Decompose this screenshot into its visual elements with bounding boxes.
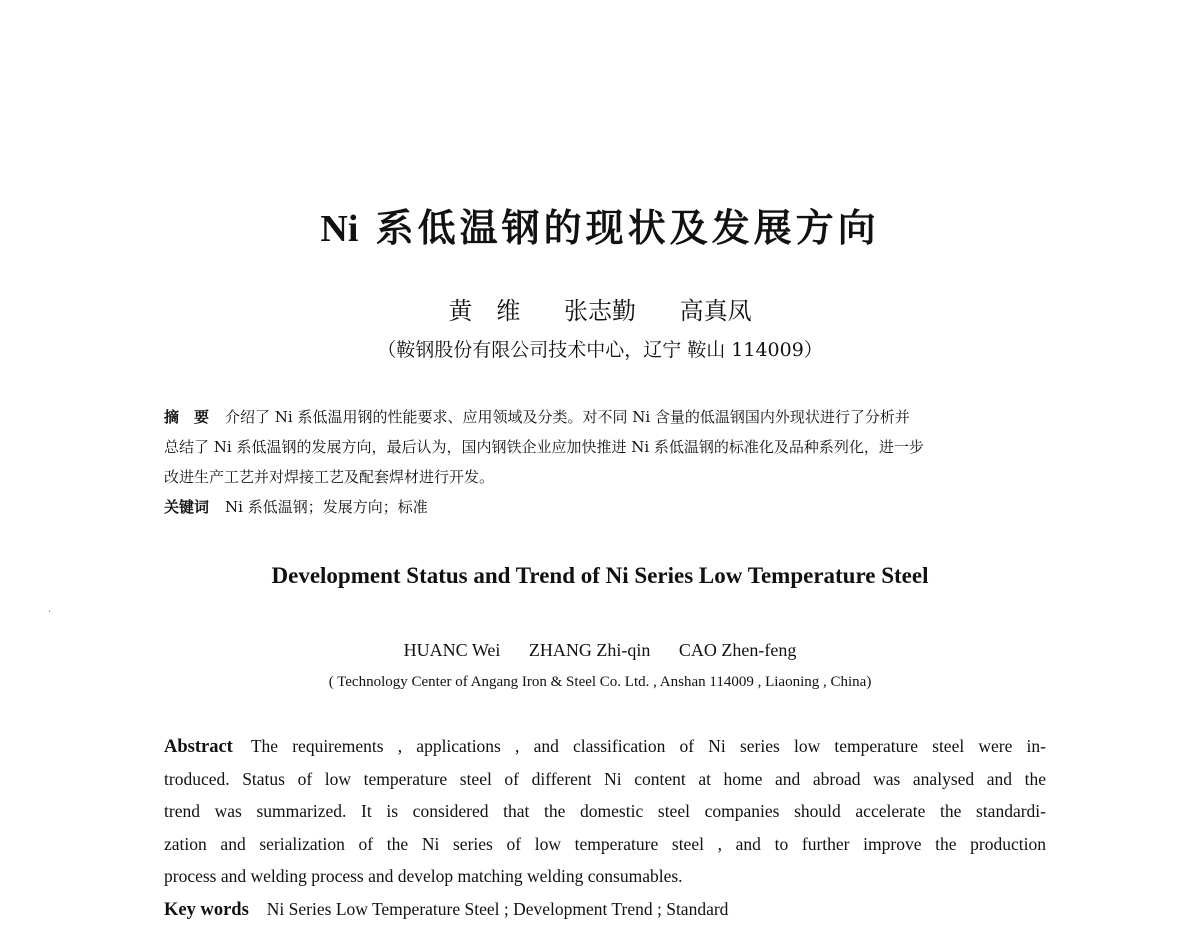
title-chinese [0, 200, 1200, 257]
authors-english [0, 636, 1200, 664]
abstract-english [164, 730, 1046, 926]
affiliation-chinese: （鞍钢股份有限公司技术中心，辽宁 鞍山 114009） [377, 339, 823, 361]
title-chinese-ni: Ni [320, 208, 359, 250]
abstract-chinese [164, 402, 1052, 522]
author-cn-1: 黄 维 [448, 297, 521, 325]
keywords-en-label: Key words [164, 899, 249, 920]
affiliation-english: ( Technology Center of Angang Iron & Steel Co. Ltd. , Anshan 114009 , Liaoning , China) [328, 674, 872, 690]
abstract-cn-label: 摘 要 [164, 408, 210, 426]
abstract-cn-line-3: 改进生产工艺并对焊接工艺及配套焊材进行开发。 [164, 468, 495, 486]
abstract-en-line-4: zation and serialization of the Ni series of low temperature steel , and to further improve the production [164, 833, 1046, 854]
abstract-en-text-1: The requirements , applications , and classification of Ni series low temperature steel were in- [250, 736, 1046, 756]
authors-chinese [0, 295, 1200, 327]
abstract-cn-text-1: 介绍了 Ni 系低温用钢的性能要求、应用领域及分类。对不同 Ni 含量的低温钢国内外现状进行了分析并 [225, 408, 910, 426]
keywords-cn-text: Ni 系低温钢；发展方向；标准 [225, 498, 428, 516]
title-english: Development Status and Trend of Ni Series Low Temperature Steel [271, 563, 929, 588]
keywords-english [164, 893, 1046, 926]
abstract-en-line-3: trend was summarized. It is considered that the domestic steel companies should accelerate the standardi- [164, 801, 1046, 822]
abstract-en-label: Abstract [164, 737, 233, 757]
abstract-cn-line-1 [164, 402, 1052, 432]
author-en-2: ZHANG Zhi-qin [528, 640, 651, 660]
keywords-cn-label: 关键词 [164, 498, 210, 516]
keywords-en-text: Ni Series Low Temperature Steel ; Development Trend ; Standard [266, 898, 729, 919]
keywords-chinese [164, 492, 1052, 522]
scan-artifact [49, 610, 50, 612]
abstract-en-line-2: troduced. Status of low temperature steel of different Ni content at home and abroad was analysed and the [164, 768, 1046, 789]
author-cn-2: 张志勤 [564, 297, 636, 325]
abstract-cn-line-2: 总结了 Ni 系低温钢的发展方向，最后认为，国内钢铁企业应加快推进 Ni 系低温钢的标准化及品种系列化，进一步 [164, 438, 924, 456]
author-en-1: HUANC Wei [403, 640, 501, 660]
title-chinese-rest: 系低温钢的现状及发展方向 [358, 206, 880, 250]
author-en-3: CAO Zhen-feng [678, 640, 797, 660]
abstract-en-line-1 [164, 730, 1046, 763]
author-cn-3: 高真凤 [679, 297, 752, 325]
abstract-en-line-5: process and welding process and develop matching welding consumables. [164, 866, 683, 887]
